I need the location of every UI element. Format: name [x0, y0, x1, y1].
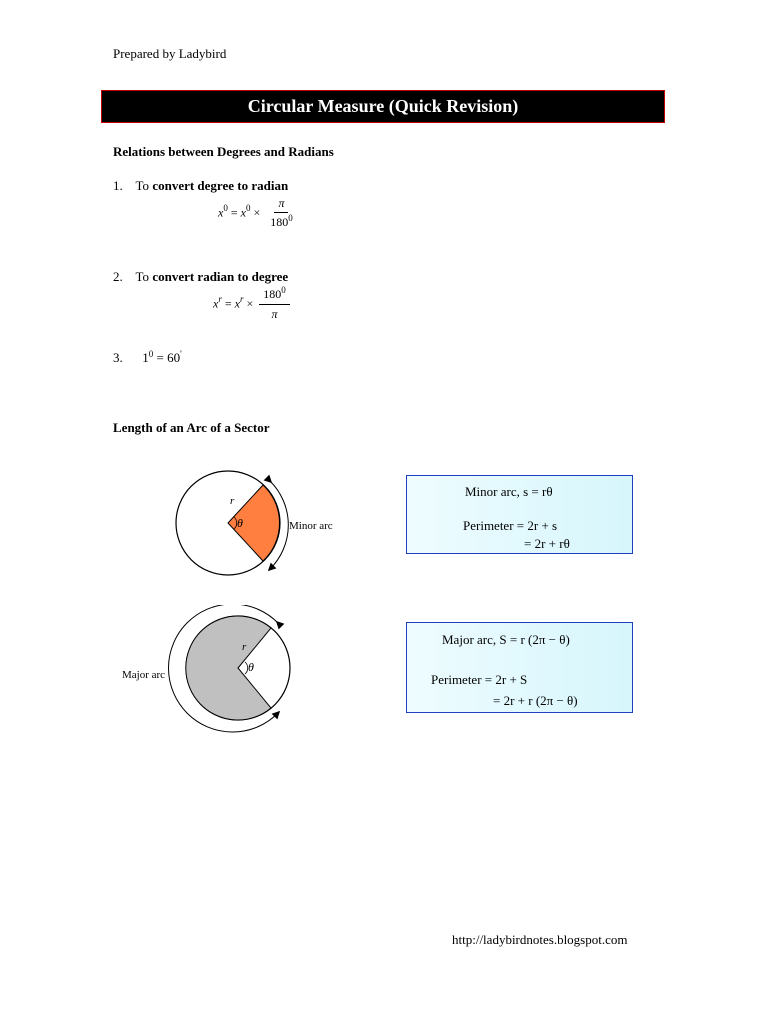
radius-label: r	[242, 641, 247, 653]
minor-perimeter-formula: Perimeter = 2r + s	[463, 518, 558, 533]
formula-var: x	[234, 296, 240, 311]
fraction-sup: 0	[281, 285, 286, 295]
footer-url: http://ladybirdnotes.blogspot.com	[452, 932, 628, 947]
page-title: Circular Measure (Quick Revision)	[247, 96, 519, 116]
item-number: 1.	[113, 178, 123, 193]
formula-rhs: 60	[167, 350, 181, 365]
equals-sign: =	[230, 205, 238, 220]
times-sign: ×	[253, 205, 261, 220]
angle-label: θ	[237, 516, 243, 530]
formula-lhs: 1	[142, 350, 149, 365]
minor-arc-formula: Minor arc, s = rθ	[465, 484, 553, 499]
minor-arc-label: Minor arc	[289, 520, 333, 532]
item-bold: convert degree to radian	[152, 178, 289, 193]
major-arc-formula: Major arc, S = r (2π − θ)	[442, 632, 570, 647]
item-3	[113, 350, 182, 367]
section-heading-arc-length: Length of an Arc of a Sector	[113, 420, 270, 435]
fraction-denominator: π	[271, 307, 278, 321]
major-perimeter-formula: Perimeter = 2r + S	[431, 672, 528, 687]
minor-perimeter-expanded: = 2r + rθ	[524, 536, 570, 551]
fraction-numerator: 180	[263, 287, 282, 301]
item-bold: convert radian to degree	[152, 269, 289, 284]
formula-sup: 0	[245, 203, 251, 214]
formula-sup: '	[180, 349, 182, 359]
item-2	[113, 269, 288, 285]
formula-sup: r	[218, 294, 222, 305]
formula-var: x	[240, 205, 246, 220]
formula-var: x	[213, 296, 219, 311]
section-heading-degrees-radians: Relations between Degrees and Radians	[113, 144, 334, 159]
times-sign: ×	[246, 296, 254, 311]
formula-sup: 0	[223, 203, 228, 214]
item-lead: To	[135, 178, 153, 193]
item-number: 3.	[113, 350, 123, 365]
major-arc-diagram	[118, 605, 308, 740]
equals-sign: =	[156, 350, 164, 365]
formula-var: x	[218, 205, 224, 220]
formula-sup: 0	[148, 349, 154, 359]
item-lead: To	[135, 269, 153, 284]
minor-arc-formula-box	[406, 475, 633, 554]
formula-degree-to-radian	[218, 196, 297, 231]
formula-sup: r	[239, 294, 244, 305]
radius-label: r	[230, 495, 235, 507]
equals-sign: =	[224, 296, 232, 311]
prepared-by: Prepared by Ladybird	[113, 46, 227, 61]
minor-arc-diagram	[165, 465, 350, 590]
major-perimeter-expanded: = 2r + r (2π − θ)	[493, 693, 578, 708]
fraction-sup: 0	[288, 213, 293, 223]
fraction	[266, 196, 297, 231]
major-arc-formula-box	[406, 622, 633, 713]
title-bar	[101, 90, 665, 123]
fraction-numerator: π	[274, 196, 288, 213]
angle-label: θ	[248, 660, 254, 674]
major-arc-label: Major arc	[122, 669, 166, 681]
fraction-denominator: 180	[270, 215, 289, 229]
fraction	[259, 287, 290, 322]
formula-radian-to-degree	[213, 287, 290, 322]
item-1	[113, 178, 288, 194]
item-number: 2.	[113, 269, 123, 284]
